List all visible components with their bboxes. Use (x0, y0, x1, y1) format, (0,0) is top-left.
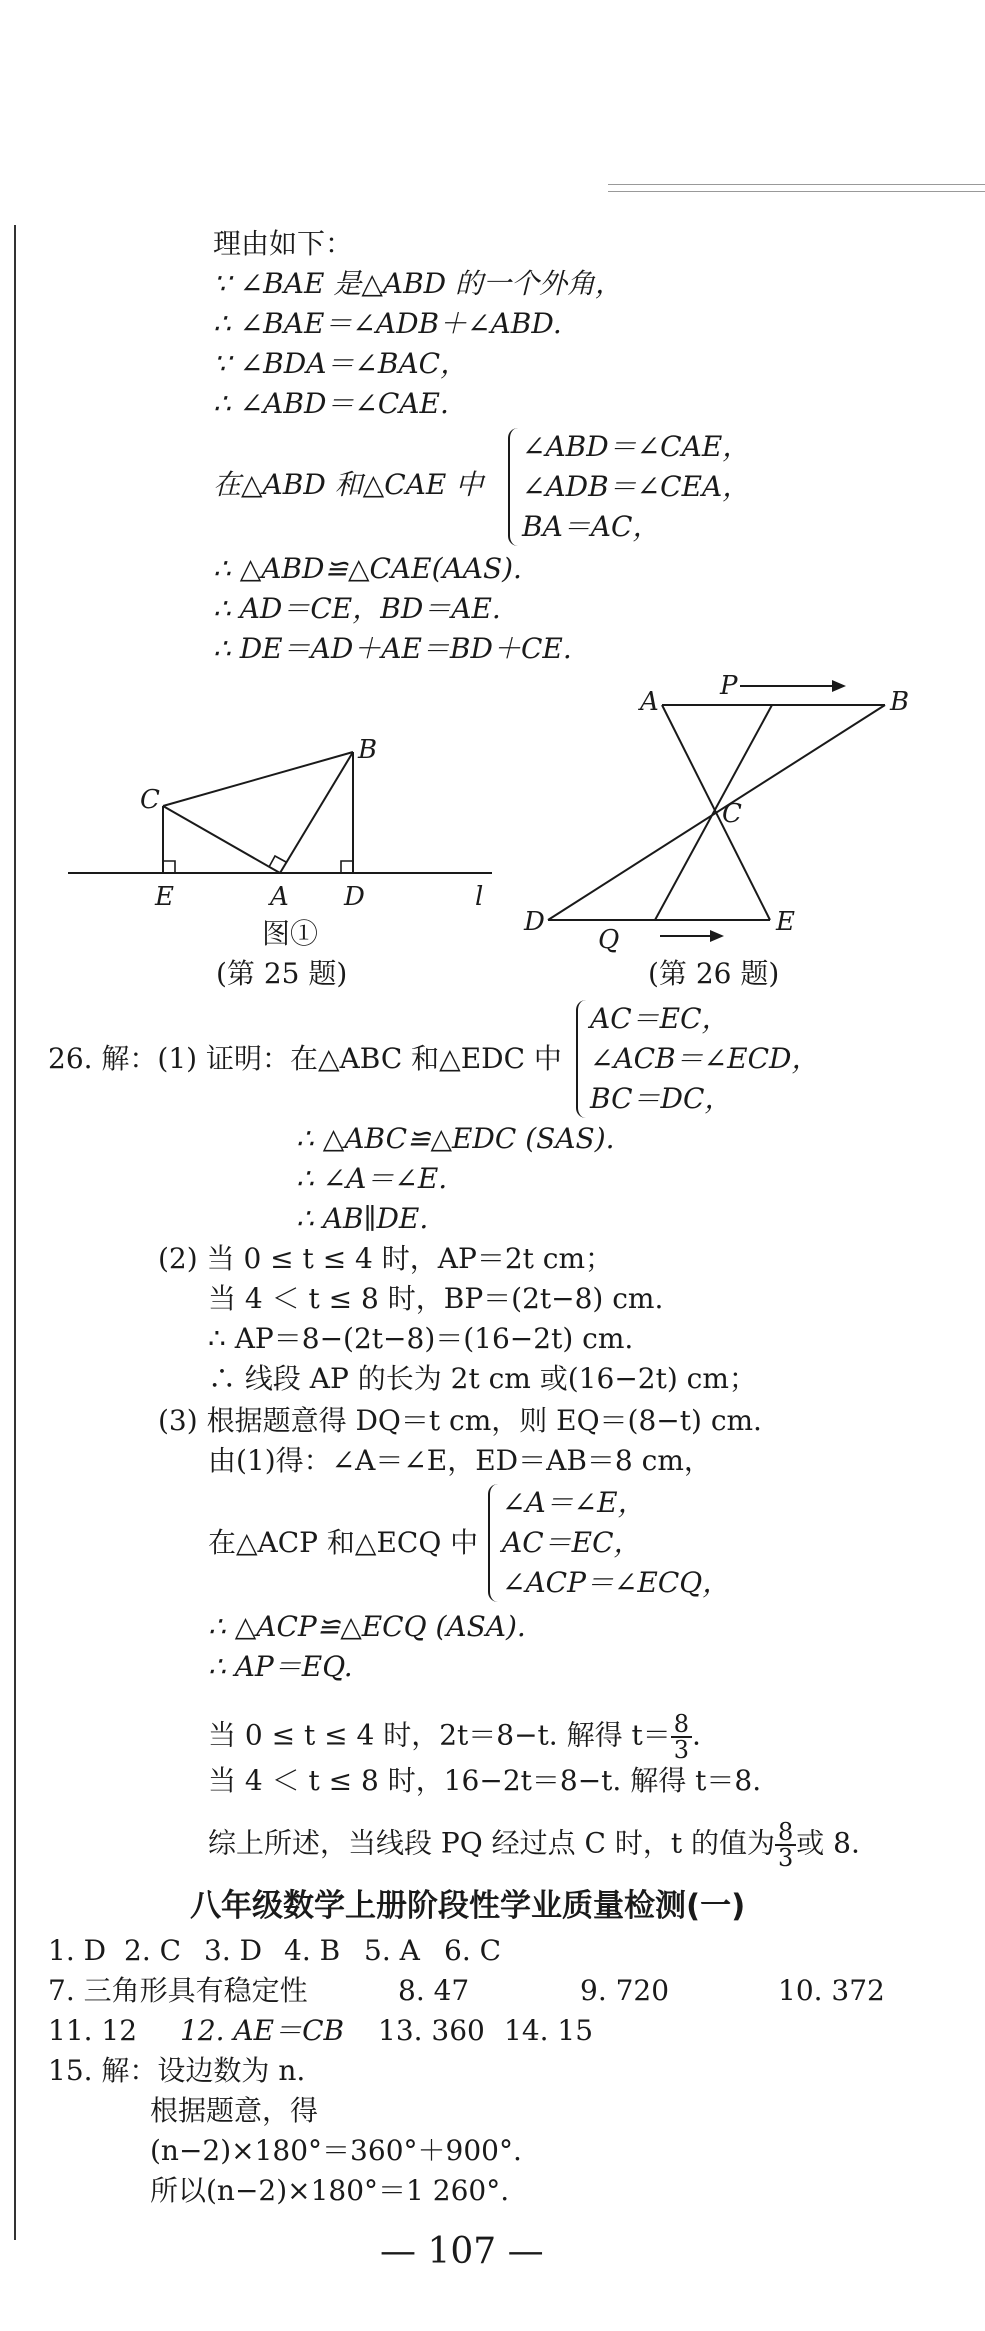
label-B: B (358, 735, 378, 765)
answer: 13. 360 (378, 2014, 485, 2047)
answer: 7. 三角形具有稳定性 (48, 1974, 308, 2007)
case1: 当 0 ≤ t ≤ 4 时，2t＝8−t. 解得 t＝ $\frac{8}{3}$ . (208, 1710, 701, 1764)
reason-line: 理由如下： (213, 227, 354, 260)
conclusion-line: ∴ △ABD≌△CAE(AAS). (213, 552, 522, 585)
system2-prefix: 在△ACP 和△ECQ 中 (208, 1526, 479, 1559)
answer: 12. AE＝CB (180, 2014, 345, 2047)
reason-line: ∵ ∠BDA＝∠BAC， (213, 347, 469, 380)
q26-part2: (2) 当 0 ≤ t ≤ 4 时，AP＝2t cm； (158, 1242, 614, 1275)
segment-CA (163, 806, 280, 873)
label-Q: Q (598, 925, 620, 955)
label-E: E (155, 882, 174, 912)
system-line: ∠ABD＝∠CAE， (522, 430, 751, 463)
figure-25 (60, 730, 510, 930)
section-title: 八年级数学上册阶段性学业质量检测(一) (190, 1888, 746, 1924)
arrowhead-P (832, 680, 846, 692)
system-line: ∠ADB＝∠CEA， (522, 470, 751, 503)
q26-prefix: 26. 解：(1) 证明：在△ABC 和△EDC 中 (48, 1042, 562, 1075)
system-line: AC＝EC， (590, 1002, 730, 1035)
label-P: P (720, 671, 738, 701)
label-C: C (722, 799, 742, 829)
fraction (775, 1820, 796, 1870)
q26-part2: 当 4 ＜ t ≤ 8 时，BP＝(2t−8) cm. (208, 1282, 664, 1315)
figure-26 (510, 670, 930, 960)
fraction (671, 1712, 692, 1762)
answer: 10. 372 (778, 1974, 885, 2007)
system-line: ∠ACP＝∠ECQ， (502, 1566, 731, 1599)
label-D: D (344, 882, 365, 912)
system-line: BA＝AC， (522, 510, 661, 543)
segment-BD (548, 705, 885, 920)
answer: 14. 15 (504, 2014, 594, 2047)
right-angle-D (341, 861, 353, 873)
answer: 2. C (124, 1934, 182, 1967)
reason-line: ∴ ∠ABD＝∠CAE. (213, 387, 449, 420)
answer: 8. 47 (398, 1974, 470, 2007)
system-line: ∠A＝∠E， (502, 1486, 646, 1519)
summary-tail: 或 8. (796, 1826, 860, 1860)
q15-line: 所以(n−2)×180°＝1 260°. (150, 2174, 510, 2207)
case2: 当 4 ＜ t ≤ 8 时，16−2t＝8−t. 解得 t＝8. (208, 1764, 762, 1797)
reason-line: ∵ ∠BAE 是△ABD 的一个外角， (213, 267, 623, 300)
q26-part3: (3) 根据题意得 DQ＝t cm，则 EQ＝(8−t) cm. (158, 1404, 762, 1437)
figure-25-label: 图① (262, 917, 319, 950)
q26-system2 (488, 1484, 748, 1602)
summary-text: 综上所述，当线段 PQ 经过点 C 时，t 的值为 (208, 1826, 775, 1860)
label-l: l (475, 882, 484, 912)
label-C: C (140, 785, 160, 815)
label-A: A (270, 882, 289, 912)
q15-line: 15. 解：设边数为 n. (48, 2054, 306, 2087)
summary (208, 1820, 860, 1870)
label-B: B (890, 687, 910, 717)
fraction-numerator: 8 (671, 1712, 692, 1738)
q26-part3: 由(1)得：∠A＝∠E，ED＝AB＝8 cm， (208, 1444, 712, 1477)
answer: 11. 12 (48, 2014, 138, 2047)
fraction-numerator: 8 (775, 1820, 796, 1846)
q26-step: ∴ △ABC≌△EDC (SAS). (296, 1122, 615, 1155)
equation-system (508, 428, 768, 546)
conclusion-line: ∴ DE＝AD＋AE＝BD＋CE. (213, 632, 572, 665)
answer: 4. B (284, 1934, 341, 1967)
fraction-denominator: 3 (777, 1844, 794, 1872)
case1-text: 当 0 ≤ t ≤ 4 时，2t＝8−t. 解得 t＝ (208, 1718, 671, 1752)
arrowhead-Q (710, 930, 724, 942)
right-angle-E (163, 861, 175, 873)
system-line: AC＝EC， (502, 1526, 642, 1559)
label-D: D (524, 907, 545, 937)
reason-line: ∴ ∠BAE＝∠ADB＋∠ABD. (213, 307, 562, 340)
q26-step: ∴ AB∥DE. (296, 1202, 429, 1235)
q26-step: ∴ AP＝EQ. (208, 1650, 353, 1683)
q15-line: (n−2)×180°＝360°＋900°. (150, 2134, 522, 2167)
q26-part2: ∴ 线段 AP 的长为 2t cm 或(16−2t) cm； (208, 1362, 757, 1395)
figure-25-caption: (第 25 题) (216, 957, 348, 990)
figure-26-caption: (第 26 题) (648, 957, 780, 990)
q26-step: ∴ △ACP≌△ECQ (ASA). (208, 1610, 526, 1643)
q26-system (576, 1000, 836, 1118)
q15-line: 根据题意，得 (150, 2094, 319, 2127)
label-A: A (640, 687, 659, 717)
left-margin-rule (14, 225, 16, 2240)
answer: 6. C (444, 1934, 502, 1967)
page-number: — 107 — (380, 2231, 544, 2272)
answer: 5. A (364, 1934, 420, 1967)
system-line: ∠ACB＝∠ECD， (590, 1042, 820, 1075)
header-rule (608, 184, 985, 192)
q26-part2: ∴ AP＝8−(2t−8)＝(16−2t) cm. (208, 1322, 634, 1355)
q26-step: ∴ ∠A＝∠E. (296, 1162, 448, 1195)
system-prefix: 在△ABD 和△CAE 中 (213, 468, 484, 501)
system-line: BC＝DC， (590, 1082, 733, 1115)
answer: 1. D (48, 1934, 107, 1967)
answer: 3. D (204, 1934, 263, 1967)
fraction-denominator: 3 (673, 1736, 690, 1764)
label-E: E (776, 907, 795, 937)
conclusion-line: ∴ AD＝CE，BD＝AE. (213, 592, 501, 625)
answer: 9. 720 (580, 1974, 670, 2007)
